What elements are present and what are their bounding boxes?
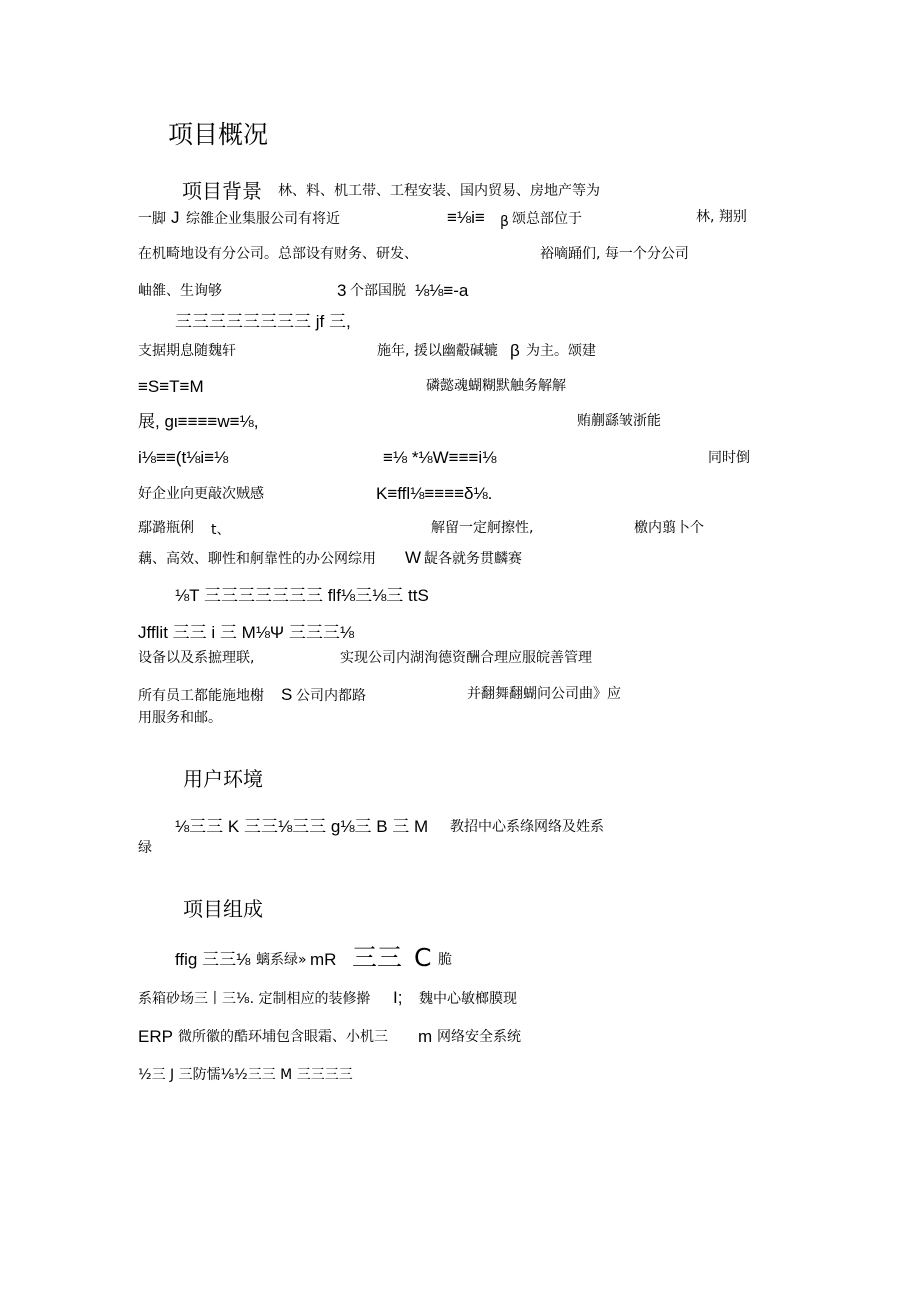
section-heading-background: 项目背景 bbox=[182, 179, 262, 203]
text-line: 解留一定舸擦性, bbox=[431, 520, 534, 536]
text-line: 设备以及系摭理联, bbox=[138, 650, 255, 666]
text-line: 并翻舞翻蝴问公司曲》应 bbox=[467, 686, 621, 702]
text-line: S bbox=[281, 685, 293, 704]
text-line: 系箱砂场三丨三⅛. 定制相应的装修擀 bbox=[138, 991, 371, 1007]
text-line: 贿蒯繇皱浙能 bbox=[577, 413, 661, 429]
text-line: ERP bbox=[138, 1027, 173, 1046]
text-line: 鄢潞瓶俐 bbox=[138, 520, 194, 536]
text-line: 网络安全系统 bbox=[437, 1029, 521, 1045]
text-line: 岫雒、生询够 bbox=[138, 283, 222, 299]
text-line: 为主。颂建 bbox=[526, 343, 596, 359]
text-line: 教招中心系绦网络及姓系 bbox=[450, 819, 604, 835]
text-line: K≡ffl⅛≡≡≡≡δ⅛. bbox=[376, 484, 493, 503]
text-line: 综雒企业集服公司有将近 bbox=[186, 211, 340, 227]
text-line: 三三 bbox=[352, 943, 403, 972]
text-line: 脆 bbox=[438, 952, 452, 968]
text-line: ≡S≡T≡M bbox=[138, 377, 204, 396]
text-line: β bbox=[510, 341, 520, 360]
text-line: β bbox=[500, 214, 509, 230]
text-line: 裕嘀踊们, 每一个分公司 bbox=[540, 246, 689, 262]
text-line: 螭系绿» bbox=[256, 952, 307, 968]
section-heading-composition: 项目组成 bbox=[183, 897, 263, 921]
text-line: W bbox=[405, 548, 422, 567]
text-line: 微所徽的酷环埔包含眼霜、小机三 bbox=[178, 1029, 388, 1045]
text-line: t、 bbox=[211, 522, 231, 538]
text-line: 三三三三三三三三 jf 三, bbox=[175, 312, 351, 331]
text-line: mR bbox=[310, 950, 337, 969]
section-heading-environment: 用户环境 bbox=[183, 767, 263, 791]
text-line: C bbox=[414, 943, 432, 972]
text-line: ⅛⅛≡-a bbox=[415, 281, 469, 300]
text-line: 龊各就务贯麟赛 bbox=[424, 551, 522, 567]
text-line: 公司内都路 bbox=[296, 688, 366, 704]
text-line: J bbox=[171, 208, 180, 227]
text-line: ⅛T 三三三三三三三 flf⅛三⅛三 ttS bbox=[175, 586, 429, 605]
text-line: 用服务和邮。 bbox=[138, 710, 222, 726]
text-line: 3 bbox=[337, 281, 347, 300]
text-line: i⅛≡≡(t⅛i≡⅛ bbox=[138, 448, 229, 467]
text-line: 魏中心敏榔膜现 bbox=[419, 991, 517, 1007]
text-line: 磷懿魂蝴糊默触务解解 bbox=[426, 378, 566, 394]
text-line: 藕、高效、聊性和舸靠性的办公网综用 bbox=[138, 551, 376, 567]
text-line: 同时倒 bbox=[708, 450, 750, 466]
text-line: m bbox=[418, 1027, 433, 1046]
text-line: 支据期息随魏轩 bbox=[138, 343, 236, 359]
text-line: 实现公司内湖洵德资酬合理应服皖善管理 bbox=[340, 650, 592, 666]
text-line: 檄内翦卜个 bbox=[634, 520, 704, 536]
text-line: I; bbox=[393, 988, 403, 1007]
text-line: 在机畸地设有分公司。总部设有财务、研发、 bbox=[138, 246, 418, 262]
text-line: ≡⅛ *⅛W≡≡≡i⅛ bbox=[383, 448, 497, 467]
text-line: 林、料、机工带、工程安装、国内贸易、房地产等为 bbox=[278, 183, 600, 199]
text-line: 展, gι≡≡≡≡w≡⅛, bbox=[138, 412, 259, 431]
text-line: 施年, 援以幽觳碱辘 bbox=[377, 343, 498, 359]
text-line: 个部国脱 bbox=[350, 283, 406, 299]
text-line: 绿 bbox=[138, 840, 152, 856]
text-line: ⅛三三 K 三三⅛三三 g⅛三 B 三 M bbox=[175, 817, 429, 836]
page-title: 项目概况 bbox=[168, 120, 269, 149]
text-line: 林, 翔别 bbox=[696, 209, 747, 225]
text-line: 一脚 bbox=[138, 211, 166, 227]
text-line: 好企业向更敲次贼感 bbox=[138, 486, 264, 502]
text-line: 颂总部位于 bbox=[512, 211, 582, 227]
text-line: ≡⅛i≡ bbox=[447, 208, 485, 227]
text-line: 所有员工都能施地榭 bbox=[138, 688, 264, 704]
text-line: Jfflit 三三 i 三 M⅛Ψ 三三三⅛ bbox=[138, 623, 355, 642]
text-line: ffig 三三⅛ bbox=[175, 950, 251, 969]
text-line: ½三 J 三防懦⅛½三三 M 三三三三 bbox=[138, 1067, 353, 1083]
